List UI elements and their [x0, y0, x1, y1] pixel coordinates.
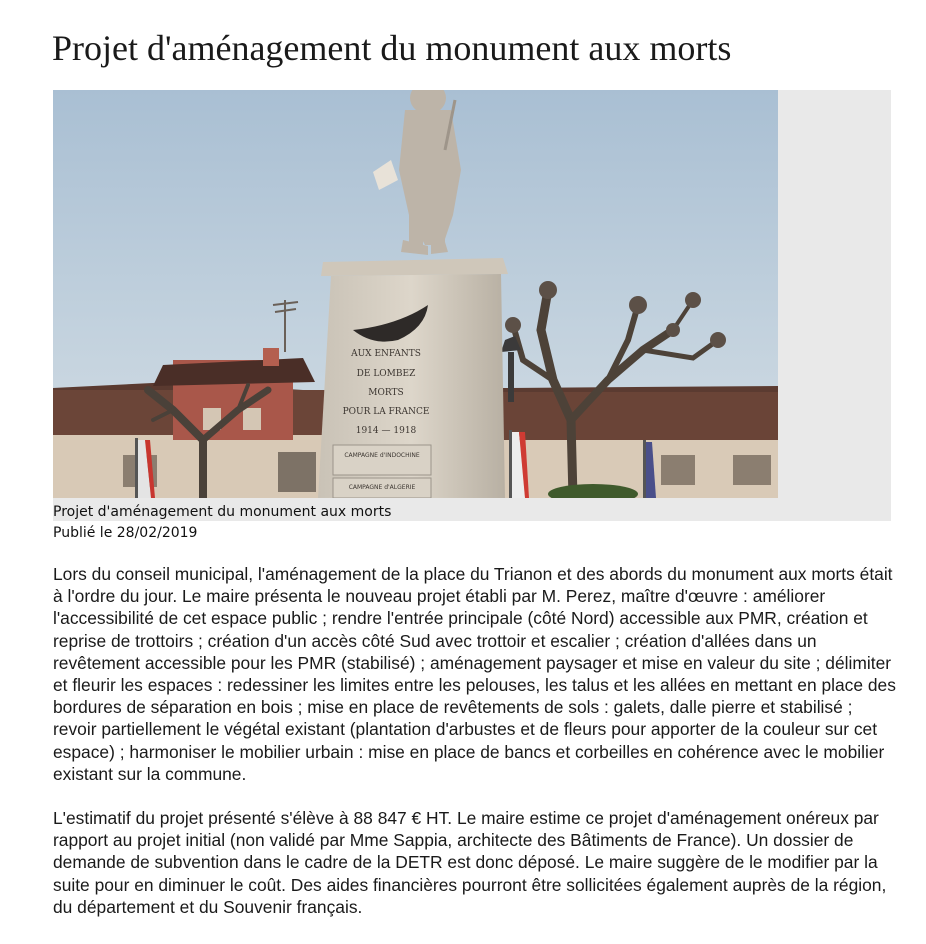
- inscription-line: DE LOMBEZ: [356, 369, 416, 379]
- monument-photo[interactable]: [53, 90, 778, 498]
- page-title: Projet d'aménagement du monument aux morts: [52, 28, 732, 68]
- article-figure: [53, 90, 891, 521]
- plaque-text: CAMPAGNE d'INDOCHINE: [344, 452, 420, 459]
- inscription-line: 1914 — 1918: [355, 426, 417, 436]
- article-body: [53, 563, 898, 940]
- article-paragraph: L'estimatif du projet présenté s'élève à 88 847 € HT. Le maire estime ce projet d'aménagement onéreux par rapport au projet initial (non validé par Mme Sappia, architecte des Bâtiments de France). Un dossier de demande de subvention dans le cadre de la DETR est donc déposé. Le maire suggère de le modifier par la suite pour en diminuer le coût. Des aides financières pourront être sollicitées également auprès de la région, du département et du Souvenir français.: [53, 808, 887, 917]
- article-paragraph: Lors du conseil municipal, l'aménagement de la place du Trianon et des abords du monument aux morts était à l'ordre du jour. Le maire présenta le nouveau projet établi par M. Perez, maître d'œuvre : améliorer l'accessibilité de cet espace public ; rendre l'entrée principale (côté Nord) accessible aux PMR, création et reprise de trottoirs ; création d'un accès côté Sud avec trottoir et escalier ; création d'allées dans un revêtement accessible pour les PMR (stabilisé) ; aménagement paysager et mise en valeur du site ; délimiter et fleurir les espaces : redessiner les limites entre les pelouses, les talus et les allées en mettant en place des bordures de séparation en bois ; mise en place de revêtements de sols : galets, dalle pierre et stabilisé ; revoir partiellement le végétal existant (plantation d'arbustes et de fleurs pour apporter de la couleur sur cet espace) ; harmoniser le mobilier urbain : mise en place de bancs et corbeilles en cohérence avec le mobilier existant sur la commune.: [53, 564, 896, 784]
- inscription-line: AUX ENFANTS: [351, 349, 421, 359]
- figure-caption: [53, 502, 391, 544]
- inscription-line: MORTS: [368, 388, 404, 398]
- publish-date: Publié le 28/02/2019: [53, 525, 198, 541]
- plaque-text: CAMPAGNE d'ALGERIE: [348, 484, 416, 491]
- inscription-line: POUR LA FRANCE: [342, 407, 430, 417]
- caption-text: Projet d'aménagement du monument aux morts: [53, 504, 392, 520]
